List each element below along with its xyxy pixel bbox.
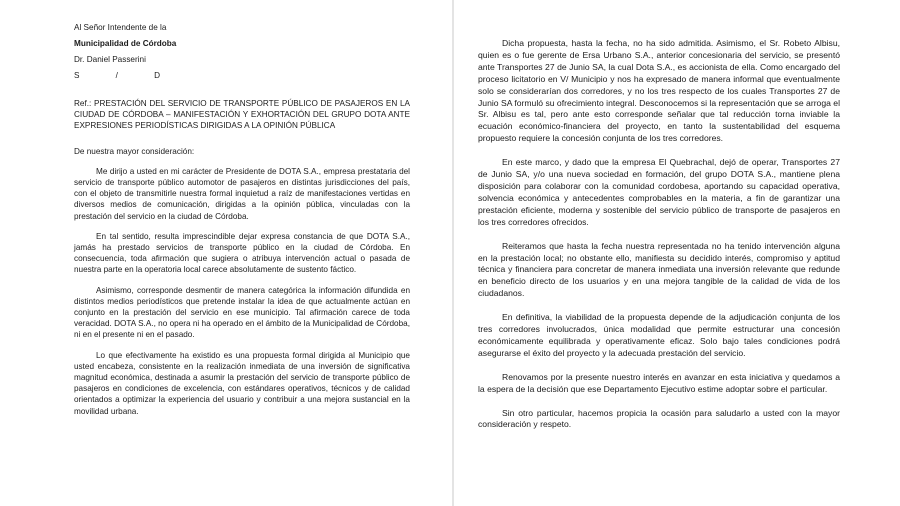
paragraph-right-5: Renovamos por la presente nuestro interés en avanzar en esta iniciativa y quedamos a la espera de la decisión que ese Departamento Ejecutivo estime adoptar sobre el particular. (478, 371, 840, 394)
paragraph-left-3: Asimismo, corresponde desmentir de manera categórica la información difundida en distintos medios periodísticos que pretende instalar la idea de que actualmente actúan en conjunto en la prestación del servicio en ese municipio. Tal afirmación carece de toda veracidad. DOTA S.A., no opera ni ha operado en el ámbito de la Municipalidad de Córdoba, ni en el presente ni en el pasado. (74, 285, 410, 340)
salutation: De nuestra mayor consideración: (74, 146, 195, 156)
paragraph-right-6: Sin otro particular, hacemos propicia la ocasión para saludarlo a usted con la mayor consideración y respeto. (478, 407, 840, 430)
reference-line: Ref.: PRESTACIÓN DEL SERVICIO DE TRANSPORTE PÚBLICO DE PASAJEROS EN LA CIUDAD DE CÓRDOBA – MANIFESTACIÓN Y EXHORTACIÓN DEL GRUPO DOTA ANTE EXPRESIONES PERIODÍSTICAS DIRIGIDAS A LA OPINIÓN PÚBLICA (74, 99, 410, 131)
paragraph-right-3: Reiteramos que hasta la fecha nuestra representada no ha tenido intervención alguna en la prestación local; no obstante ello, manifiesta su decidido interés, compromiso y aptitud técnica y financiera para concretar de manera inmediata una inversión relevante que redunde en beneficio directo de los usuarios y en una mejora tangible de la calidad de vida de los ciudadanos. (478, 240, 840, 299)
paragraph-left-4: Lo que efectivamente ha existido es una propuesta formal dirigida al Municipio que usted encabeza, consistente en la realización inmediata de una inversión de significativa magnitud económica, destinada a asumir la prestación del servicio de transporte público de pasajeros en condiciones de excelencia, con estándares operativos, técnicos y de calidad orientados a optimizar la experiencia del usuario y contribuir a una mejora sustancial en la movilidad urbana. (74, 350, 410, 416)
paragraph-right-2: En este marco, y dado que la empresa El Quebrachal, dejó de operar, Transportes 27 de Junio SA, y/o una nueva sociedad en formación, del grupo DOTA S.A., mantiene plena disposición para colaborar con la comunidad cordobesa, aportando su capacidad operativa, solvencia económica y antecedentes comprobables en la materia, a fin de garantizar una prestación eficiente, moderna y sostenible del servicio público de transporte de pasajeros en los tres corredores ofrecidos. (478, 157, 840, 227)
recipient-line-3: Dr. Daniel Passerini (74, 55, 146, 64)
recipient-line-2: Municipalidad de Córdoba (74, 39, 177, 48)
sd-slash: / (115, 71, 118, 80)
paragraph-left-1: Me dirijo a usted en mi carácter de Presidente de DOTA S.A., empresa prestataria del servicio de transporte público automotor de pasajeros en distintas jurisdicciones del país, con el objeto de transmitirle nuestra formal inquietud a raíz de manifestaciones vertidas en diversos medios de comunicación, dirigidas a la opinión pública, vinculadas con la prestación del servicio en la ciudad de Córdoba. (74, 166, 410, 221)
sd-line (74, 68, 160, 84)
paragraph-right-1: Dicha propuesta, hasta la fecha, no ha sido admitida. Asimismo, el Sr. Robeto Albisu, quien es o fue gerente de Ersa Urbano S.A., anterior concesionaria del servicio, se presentó ante Transportes 27 de Junio SA, la cual Dota S.A., es accionista de ella. Como encargado del proceso licitatorio en V/ Municipio y nos ha expresado de manera informal que eventualmente solo se considerarían dos corredores, y no los tres respecto de los cuales Transportes 27 de Junio SA formuló su ofrecimiento integral. Desconocemos si la representación que se arroga el Sr. Albisu es tal, pero ante esto corresponde señalar que tal reducción torna inviable la ecuación económico-financiera del proyecto, en tanto la sustentabilidad del esquema propuesto requiere la concesión conjunta de los tres corredores. (478, 38, 840, 144)
letter-body-left (74, 20, 410, 417)
paragraph-left-2: En tal sentido, resulta imprescindible dejar expresa constancia de que DOTA S.A., jamás ha prestado servicios de transporte público en la ciudad de Córdoba. En consecuencia, toda afirmación que sugiera o atribuya intervención actual o pasada de nuestra parte en la operatoria local carece absolutamente de sustento fáctico. (74, 231, 410, 275)
sd-d: D (154, 71, 160, 80)
recipient-line-1: Al Señor Intendente de la (74, 23, 167, 32)
paragraph-right-4: En definitiva, la viabilidad de la propuesta depende de la adjudicación conjunta de los tres corredores involucrados, única modalidad que permite estructurar una concesión económicamente equilibrada y operativamente eficaz. Solo bajo tales condiciones podrá asegurarse el éxito del proyecto y la adecuada prestación del servicio. (478, 312, 840, 358)
sd-s: S (74, 71, 80, 80)
document-page-right (454, 0, 900, 506)
letter-body-right (478, 38, 840, 431)
